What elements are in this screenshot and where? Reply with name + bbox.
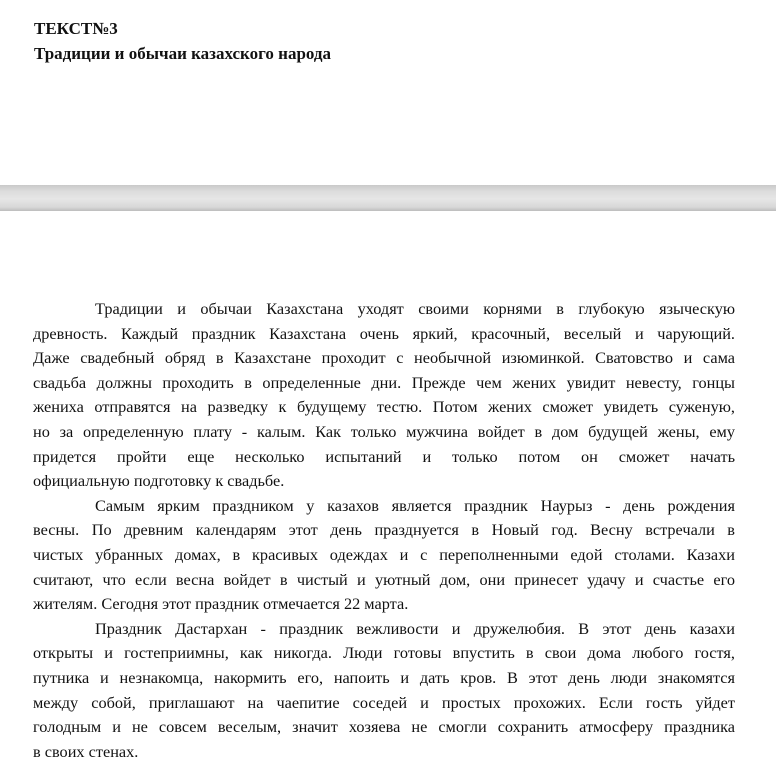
paragraph-line: открыты и гостеприимны, как никогда. Люди готовы впустить в свои дома любого гостя, [33, 643, 735, 663]
paragraph-line: Традиции и обычаи Казахстана уходят своими корнями в глубокую языческую [95, 299, 735, 318]
paragraph-line: свадьба должны проходить в определенные дни. Прежде чем жених увидит невесту, гонцы [33, 372, 735, 392]
paragraph-line: Самым ярким праздником у казахов является праздник Наурыз - день рождения [95, 495, 735, 515]
paragraph-line: жениха отправятся на разведку к будущему тестю. Потом жених сможет увидеть суженую, [33, 397, 735, 417]
paragraph-line: между собой, приглашают на чаепитие соседей и простых прохожих. Если гость уйдет [33, 692, 735, 712]
paragraph-line: считают, что если весна войдет в чистый и уютный дом, они принесет удачу и счастье его [33, 569, 735, 589]
paragraph-line: официальную подготовку к свадьбе. [33, 471, 285, 491]
paragraph-3 [33, 617, 735, 765]
paragraph-line: Праздник Дастархан - праздник вежливости и дружелюбия. В этот день казахи [95, 618, 735, 638]
text-number-label: ТЕКСТ№3 [34, 19, 118, 38]
paragraph-line: путника и незнакомца, накормить его, напоить и дать кров. В этот день люди знакомятся [33, 667, 735, 687]
paragraph-line: весны. По древним календарям этот день празднуется в Новый год. Весну встречали в [33, 520, 735, 540]
paragraph-line: но за определенную плату - калым. Как только мужчина войдет в дом будущей жены, ему [33, 421, 735, 441]
paragraph-line: древность. Каждый праздник Казахстана очень яркий, красочный, веселый и чарующий. [33, 323, 735, 343]
paragraph-line: голодным и не совсем веселым, значит хозяева не смогли сохранить атмосферу праздника [33, 717, 735, 737]
paragraph-line: в своих стенах. [33, 741, 139, 761]
document-title: Традиции и обычаи казахского народа [34, 44, 332, 63]
paragraph-line: чистых убранных домах, в красивых одеждах и с переполненными едой столами. Казахи [33, 544, 735, 564]
paragraph-2 [33, 494, 735, 617]
document-page-top [0, 0, 776, 185]
paragraph-line: придется пройти еще несколько испытаний и только потом он сможет начать [33, 446, 735, 466]
body-text [33, 297, 735, 764]
paragraph-1 [33, 297, 735, 494]
paragraph-line: жителям. Сегодня этот праздник отмечается 22 марта. [33, 594, 409, 614]
page-separator [0, 185, 776, 211]
paragraph-line: Даже свадебный обряд в Казахстане проходит с необычной изюминкой. Сватовство и сама [33, 348, 735, 368]
